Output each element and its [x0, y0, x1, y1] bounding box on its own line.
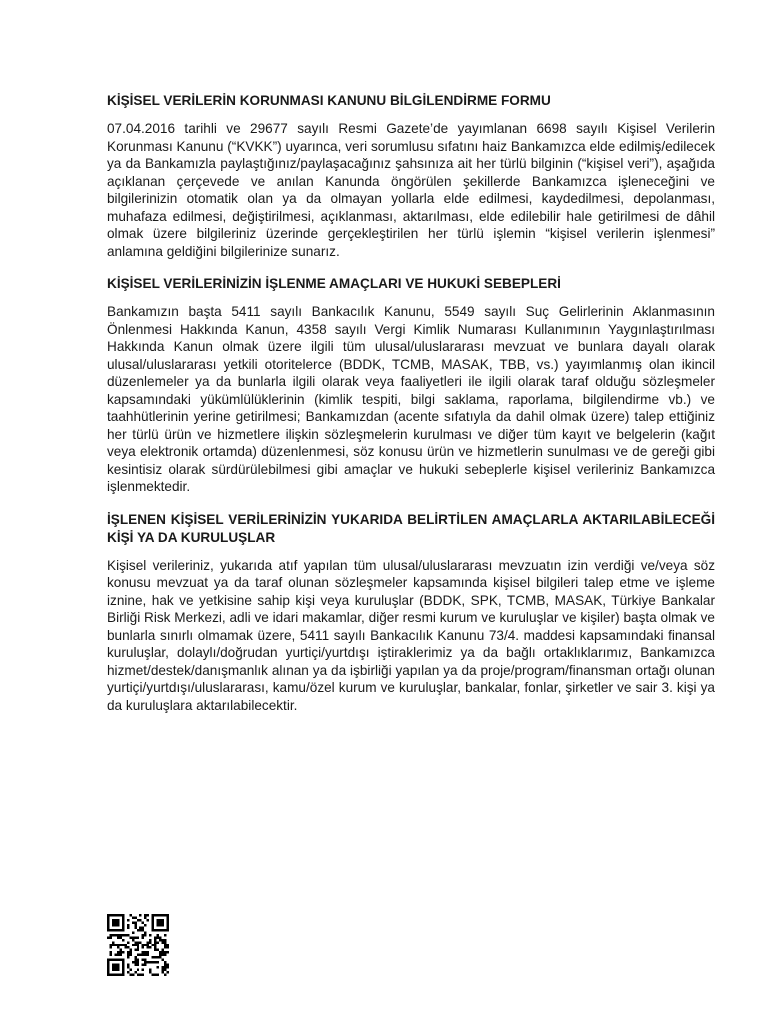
section-body-kvkk-form: 07.04.2016 tarihli ve 29677 sayılı Resmi Gazete’de yayımlanan 6698 sayılı Kişisel Verilerin Korunması Kanunu (“KVKK”) uyarınca, veri sorumlusu sıfatını haiz Bankamızca elde edilmiş/edilecek ya da Bankamızla paylaştığınız/paylaşacağınız şahsınıza ait her türlü bilginin (“kişisel veri”), aşağıda açıklanan çerçevede ve anılan Kanunda öngörülen şekillerde Bankamızca işleneceğini ve bilgilerinizin otomatik olan ya da olmayan yollarla elde edilmesi, kaydedilmesi, depolanması, muhafaza edilmesi, değiştirilmesi, açıklanması, aktarılması, elde edilebilir hale getirilmesi de dâhil olmak üzere bilgileriniz üzerinde gerçekleştirilen her türlü işlemin “kişisel verilerin işlenmesi” anlamına geldiğini bilgilerinize sunarız. — [107, 121, 715, 259]
section-body-transfer-recipients: Kişisel verileriniz, yukarıda atıf yapılan tüm ulusal/uluslararası mevzuatın izin verdiği ve/veya söz konusu mevzuat ya da taraf olunan sözleşmeler kapsamında kişisel bilgileri talep etme ve işleme iznine, hak ve yetkisine sahip kişi veya kuruluşlar (BDDK, SPK, TCMB, MASAK, Türkiye Bankalar Birliği Risk Merkezi, adli ve idari makamlar, diğer resmi kurum ve kuruluşlar ve kişiler) başta olmak ve bunlarla sınırlı olmamak üzere, 5411 sayılı Bankacılık Kanunu 73/4. maddesi kapsamındaki finansal kuruluşlar, dolaylı/doğrudan yurtiçi/yurtdışı iştiraklerimiz ya da bağlı ortaklıklarımız, Bankamızca hizmet/destek/danışmanlık alınan ya da işbirliği yapılan ya da proje/program/finansman ortağı olunan yurtiçi/yurtdışı/uluslararası, kamu/özel kurum ve kuruluşlar, bankalar, fonlar, şirketler ve sair 3. kişi ya da kuruluşlara aktarılabilecektir. — [107, 557, 715, 713]
section-title-transfer-recipients: İŞLENEN KİŞİSEL VERİLERİNİZİN YUKARIDA BELİRTİLEN AMAÇLARLA AKTARILABİLECEĞİ KİŞİ YA DA KURULUŞLAR — [107, 511, 715, 545]
section-title-processing-purposes: KİŞİSEL VERİLERİNİZİN İŞLENME AMAÇLARI VE HUKUKİ SEBEPLERİ — [107, 276, 561, 291]
section-body-processing-purposes: Bankamızın başta 5411 sayılı Bankacılık Kanunu, 5549 sayılı Suç Gelirlerinin Aklanmasının Önlenmesi Hakkında Kanun, 4358 sayılı Vergi Kimlik Numarası Kullanımının Yaygınlaştırılması Hakkında Kanun olmak üzere ilgili tüm ulusal/uluslararası mevzuat ve bunlara dayalı olarak ulusal/uluslararası yetkili otoritelerce (BDDK, TCMB, MASAK, TBB, vs.) yayımlanmış olan ikincil düzenlemeler ya da bunlarla ilgili olarak veya faaliyetleri ile ilgili olarak taraf olduğu sözleşmeler kapsamındaki yükümlülüklerinin (kimlik tespiti, bilgi saklama, raporlama, bilgilendirme vb.) ve taahhütlerinin yerine getirilmesi; Bankamızdan (acente sıfatıyla da dahil olmak üzere) talep ettiğiniz her türlü ürün ve hizmetlere ilişkin sözleşmelerin kurulması ve diğer tüm kayıt ve belgelerin (kağıt veya elektronik ortamda) düzenlenmesi, söz konusu ürün ve hizmetlerin sunulması ve de gereği gibi kesintisiz olarak sürdürülebilmesi gibi amaçlar ve hukuki sebeplerle kişisel verileriniz Bankamızca işlenmektedir. — [107, 304, 715, 494]
section-title-kvkk-form: KİŞİSEL VERİLERİN KORUNMASI KANUNU BİLGİLENDİRME FORMU — [107, 93, 551, 108]
document-page — [107, 92, 715, 714]
qr-code-icon — [107, 914, 169, 976]
